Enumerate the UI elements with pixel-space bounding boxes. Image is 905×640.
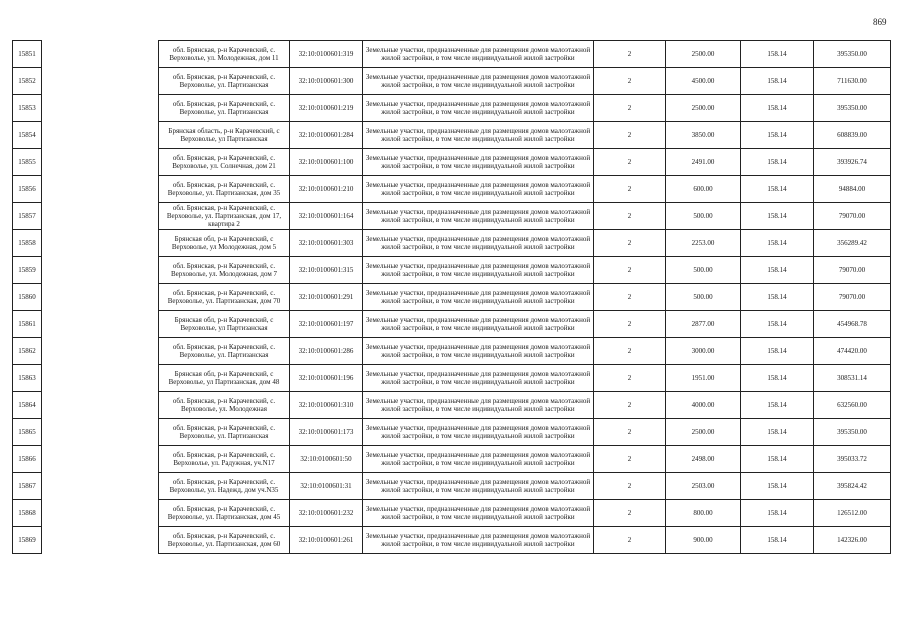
table-row xyxy=(13,338,891,365)
cadastral-number-cell: 32:10:0100601:197 xyxy=(290,311,363,338)
address-cell: Брянская обл, р-н Карачевский, с Верховолье, ул Партизанская, дом 48 xyxy=(159,365,290,392)
record-number-cell: 15855 xyxy=(13,149,42,176)
cadastral-value-cell: 395350.00 xyxy=(814,41,891,68)
address-cell: Брянская обл, р-н Карачевский, с Верховолье, ул Молодежная, дом 5 xyxy=(159,230,290,257)
table-row xyxy=(13,149,891,176)
record-number-cell: 15852 xyxy=(13,68,42,95)
record-number-cell: 15853 xyxy=(13,95,42,122)
table-row xyxy=(13,284,891,311)
blank-gap-cell xyxy=(42,95,159,122)
cadastral-number-cell: 32:10:0100601:284 xyxy=(290,122,363,149)
category-code-cell: 2 xyxy=(594,392,666,419)
cadastral-value-cell: 393926.74 xyxy=(814,149,891,176)
address-cell: обл. Брянская, р-н Карачевский, с. Верховолье, ул. Надежд, дом уч.N35 xyxy=(159,473,290,500)
blank-gap-cell xyxy=(42,338,159,365)
area-cell: 2503.00 xyxy=(666,473,741,500)
address-cell: обл. Брянская, р-н Карачевский, с. Верховолье, ул. Молодежная, дом 11 xyxy=(159,41,290,68)
category-code-cell: 2 xyxy=(594,284,666,311)
specific-value-cell: 158.14 xyxy=(741,311,814,338)
cadastral-value-cell: 79070.00 xyxy=(814,203,891,230)
blank-gap-cell xyxy=(42,311,159,338)
table-row xyxy=(13,257,891,284)
area-cell: 2498.00 xyxy=(666,446,741,473)
category-code-cell: 2 xyxy=(594,122,666,149)
specific-value-cell: 158.14 xyxy=(741,68,814,95)
specific-value-cell: 158.14 xyxy=(741,203,814,230)
land-use-description-cell: Земельные участки, предназначенные для размещения домов малоэтажной жилой застройки, в том числе индивидуальной жилой застройки xyxy=(363,392,594,419)
record-number-cell: 15865 xyxy=(13,419,42,446)
category-code-cell: 2 xyxy=(594,527,666,554)
table-row xyxy=(13,500,891,527)
table-row xyxy=(13,392,891,419)
record-number-cell: 15856 xyxy=(13,176,42,203)
blank-gap-cell xyxy=(42,419,159,446)
cadastral-value-cell: 79070.00 xyxy=(814,284,891,311)
cadastral-value-cell: 711630.00 xyxy=(814,68,891,95)
cadastral-value-cell: 308531.14 xyxy=(814,365,891,392)
area-cell: 500.00 xyxy=(666,203,741,230)
land-use-description-cell: Земельные участки, предназначенные для размещения домов малоэтажной жилой застройки, в том числе индивидуальной жилой застройки xyxy=(363,527,594,554)
address-cell: обл. Брянская, р-н Карачевский, с. Верховолье, ул. Партизанская, дом 45 xyxy=(159,500,290,527)
specific-value-cell: 158.14 xyxy=(741,527,814,554)
cadastral-number-cell: 32:10:0100601:319 xyxy=(290,41,363,68)
specific-value-cell: 158.14 xyxy=(741,446,814,473)
cadastral-number-cell: 32:10:0100601:310 xyxy=(290,392,363,419)
land-use-description-cell: Земельные участки, предназначенные для размещения домов малоэтажной жилой застройки, в том числе индивидуальной жилой застройки xyxy=(363,149,594,176)
specific-value-cell: 158.14 xyxy=(741,365,814,392)
land-use-description-cell: Земельные участки, предназначенные для размещения домов малоэтажной жилой застройки, в том числе индивидуальной жилой застройки xyxy=(363,338,594,365)
land-use-description-cell: Земельные участки, предназначенные для размещения домов малоэтажной жилой застройки, в том числе индивидуальной жилой застройки xyxy=(363,122,594,149)
blank-gap-cell xyxy=(42,257,159,284)
table-row xyxy=(13,446,891,473)
cadastral-value-cell: 474420.00 xyxy=(814,338,891,365)
cadastral-number-cell: 32:10:0100601:232 xyxy=(290,500,363,527)
table-row xyxy=(13,230,891,257)
specific-value-cell: 158.14 xyxy=(741,392,814,419)
record-number-cell: 15862 xyxy=(13,338,42,365)
category-code-cell: 2 xyxy=(594,419,666,446)
land-use-description-cell: Земельные участки, предназначенные для размещения домов малоэтажной жилой застройки, в том числе индивидуальной жилой застройки xyxy=(363,41,594,68)
blank-gap-cell xyxy=(42,527,159,554)
page-number: 869 xyxy=(873,17,887,27)
cadastral-number-cell: 32:10:0100601:261 xyxy=(290,527,363,554)
address-cell: обл. Брянская, р-н Карачевский, с. Верховолье, ул. Молодежная xyxy=(159,392,290,419)
address-cell: обл. Брянская, р-н Карачевский, с. Верховолье, ул. Радужная, уч.N17 xyxy=(159,446,290,473)
cadastral-value-cell: 94884.00 xyxy=(814,176,891,203)
specific-value-cell: 158.14 xyxy=(741,122,814,149)
area-cell: 2500.00 xyxy=(666,41,741,68)
table-row xyxy=(13,311,891,338)
blank-gap-cell xyxy=(42,500,159,527)
specific-value-cell: 158.14 xyxy=(741,41,814,68)
cadastral-value-cell: 454968.78 xyxy=(814,311,891,338)
specific-value-cell: 158.14 xyxy=(741,257,814,284)
cadastral-number-cell: 32:10:0100601:164 xyxy=(290,203,363,230)
address-cell: обл. Брянская, р-н Карачевский, с. Верховолье, ул. Партизанская, дом 60 xyxy=(159,527,290,554)
area-cell: 500.00 xyxy=(666,257,741,284)
area-cell: 3000.00 xyxy=(666,338,741,365)
address-cell: обл. Брянская, р-н Карачевский, с. Верховолье, ул. Партизанская xyxy=(159,68,290,95)
cadastral-value-cell: 608839.00 xyxy=(814,122,891,149)
record-number-cell: 15861 xyxy=(13,311,42,338)
area-cell: 2877.00 xyxy=(666,311,741,338)
land-use-description-cell: Земельные участки, предназначенные для размещения домов малоэтажной жилой застройки, в том числе индивидуальной жилой застройки xyxy=(363,500,594,527)
land-use-description-cell: Земельные участки, предназначенные для размещения домов малоэтажной жилой застройки, в том числе индивидуальной жилой застройки xyxy=(363,311,594,338)
category-code-cell: 2 xyxy=(594,230,666,257)
table-row xyxy=(13,122,891,149)
area-cell: 2491.00 xyxy=(666,149,741,176)
cadastral-value-cell: 395824.42 xyxy=(814,473,891,500)
address-cell: обл. Брянская, р-н Карачевский, с. Верховолье, ул. Партизанская, дом 35 xyxy=(159,176,290,203)
record-number-cell: 15860 xyxy=(13,284,42,311)
registry-table-body xyxy=(13,41,891,554)
land-use-description-cell: Земельные участки, предназначенные для размещения домов малоэтажной жилой застройки, в том числе индивидуальной жилой застройки xyxy=(363,230,594,257)
address-cell: обл. Брянская, р-н Карачевский, с. Верховолье, ул. Солнечная, дом 21 xyxy=(159,149,290,176)
area-cell: 500.00 xyxy=(666,284,741,311)
area-cell: 4500.00 xyxy=(666,68,741,95)
cadastral-number-cell: 32:10:0100601:286 xyxy=(290,338,363,365)
blank-gap-cell xyxy=(42,68,159,95)
area-cell: 800.00 xyxy=(666,500,741,527)
blank-gap-cell xyxy=(42,392,159,419)
table-row xyxy=(13,419,891,446)
specific-value-cell: 158.14 xyxy=(741,149,814,176)
category-code-cell: 2 xyxy=(594,95,666,122)
blank-gap-cell xyxy=(42,446,159,473)
area-cell: 2500.00 xyxy=(666,419,741,446)
blank-gap-cell xyxy=(42,149,159,176)
category-code-cell: 2 xyxy=(594,473,666,500)
category-code-cell: 2 xyxy=(594,149,666,176)
record-number-cell: 15869 xyxy=(13,527,42,554)
category-code-cell: 2 xyxy=(594,500,666,527)
record-number-cell: 15867 xyxy=(13,473,42,500)
category-code-cell: 2 xyxy=(594,176,666,203)
cadastral-value-cell: 79070.00 xyxy=(814,257,891,284)
land-plot-registry-table xyxy=(12,40,891,554)
blank-gap-cell xyxy=(42,122,159,149)
land-use-description-cell: Земельные участки, предназначенные для размещения домов малоэтажной жилой застройки, в том числе индивидуальной жилой застройки xyxy=(363,365,594,392)
address-cell: обл. Брянская, р-н Карачевский, с. Верховолье, ул. Партизанская, дом 17, квартира 2 xyxy=(159,203,290,230)
category-code-cell: 2 xyxy=(594,68,666,95)
area-cell: 2500.00 xyxy=(666,95,741,122)
land-use-description-cell: Земельные участки, предназначенные для размещения домов малоэтажной жилой застройки, в том числе индивидуальной жилой застройки xyxy=(363,176,594,203)
blank-gap-cell xyxy=(42,203,159,230)
land-use-description-cell: Земельные участки, предназначенные для размещения домов малоэтажной жилой застройки, в том числе индивидуальной жилой застройки xyxy=(363,95,594,122)
cadastral-number-cell: 32:10:0100601:315 xyxy=(290,257,363,284)
specific-value-cell: 158.14 xyxy=(741,95,814,122)
record-number-cell: 15854 xyxy=(13,122,42,149)
specific-value-cell: 158.14 xyxy=(741,419,814,446)
record-number-cell: 15857 xyxy=(13,203,42,230)
land-use-description-cell: Земельные участки, предназначенные для размещения домов малоэтажной жилой застройки, в том числе индивидуальной жилой застройки xyxy=(363,257,594,284)
area-cell: 3850.00 xyxy=(666,122,741,149)
specific-value-cell: 158.14 xyxy=(741,338,814,365)
cadastral-value-cell: 126512.00 xyxy=(814,500,891,527)
cadastral-value-cell: 142326.00 xyxy=(814,527,891,554)
category-code-cell: 2 xyxy=(594,338,666,365)
cadastral-value-cell: 395350.00 xyxy=(814,419,891,446)
specific-value-cell: 158.14 xyxy=(741,500,814,527)
cadastral-value-cell: 395033.72 xyxy=(814,446,891,473)
land-use-description-cell: Земельные участки, предназначенные для размещения домов малоэтажной жилой застройки, в том числе индивидуальной жилой застройки xyxy=(363,203,594,230)
record-number-cell: 15866 xyxy=(13,446,42,473)
area-cell: 1951.00 xyxy=(666,365,741,392)
address-cell: обл. Брянская, р-н Карачевский, с. Верховолье, ул. Партизанская xyxy=(159,338,290,365)
address-cell: Брянская область, р-н Карачевский, с Верховолье, ул Партизанская xyxy=(159,122,290,149)
cadastral-value-cell: 356289.42 xyxy=(814,230,891,257)
address-cell: обл. Брянская, р-н Карачевский, с. Верховолье, ул. Партизанская, дом 70 xyxy=(159,284,290,311)
area-cell: 2253.00 xyxy=(666,230,741,257)
blank-gap-cell xyxy=(42,365,159,392)
cadastral-number-cell: 32:10:0100601:196 xyxy=(290,365,363,392)
cadastral-number-cell: 32:10:0100601:50 xyxy=(290,446,363,473)
cadastral-number-cell: 32:10:0100601:303 xyxy=(290,230,363,257)
cadastral-value-cell: 395350.00 xyxy=(814,95,891,122)
cadastral-value-cell: 632560.00 xyxy=(814,392,891,419)
category-code-cell: 2 xyxy=(594,311,666,338)
record-number-cell: 15868 xyxy=(13,500,42,527)
cadastral-number-cell: 32:10:0100601:219 xyxy=(290,95,363,122)
specific-value-cell: 158.14 xyxy=(741,230,814,257)
blank-gap-cell xyxy=(42,176,159,203)
area-cell: 4000.00 xyxy=(666,392,741,419)
table-row xyxy=(13,203,891,230)
table-row xyxy=(13,527,891,554)
table-row xyxy=(13,365,891,392)
cadastral-number-cell: 32:10:0100601:291 xyxy=(290,284,363,311)
blank-gap-cell xyxy=(42,473,159,500)
specific-value-cell: 158.14 xyxy=(741,473,814,500)
table-row xyxy=(13,95,891,122)
record-number-cell: 15858 xyxy=(13,230,42,257)
specific-value-cell: 158.14 xyxy=(741,284,814,311)
land-use-description-cell: Земельные участки, предназначенные для размещения домов малоэтажной жилой застройки, в том числе индивидуальной жилой застройки xyxy=(363,419,594,446)
record-number-cell: 15851 xyxy=(13,41,42,68)
land-use-description-cell: Земельные участки, предназначенные для размещения домов малоэтажной жилой застройки, в том числе индивидуальной жилой застройки xyxy=(363,284,594,311)
land-use-description-cell: Земельные участки, предназначенные для размещения домов малоэтажной жилой застройки, в том числе индивидуальной жилой застройки xyxy=(363,446,594,473)
cadastral-number-cell: 32:10:0100601:31 xyxy=(290,473,363,500)
cadastral-number-cell: 32:10:0100601:173 xyxy=(290,419,363,446)
table-row xyxy=(13,176,891,203)
address-cell: Брянская обл, р-н Карачевский, с Верховолье, ул Партизанская xyxy=(159,311,290,338)
land-use-description-cell: Земельные участки, предназначенные для размещения домов малоэтажной жилой застройки, в том числе индивидуальной жилой застройки xyxy=(363,473,594,500)
specific-value-cell: 158.14 xyxy=(741,176,814,203)
blank-gap-cell xyxy=(42,230,159,257)
address-cell: обл. Брянская, р-н Карачевский, с. Верховолье, ул. Партизанская xyxy=(159,419,290,446)
record-number-cell: 15863 xyxy=(13,365,42,392)
category-code-cell: 2 xyxy=(594,257,666,284)
table-row xyxy=(13,41,891,68)
blank-gap-cell xyxy=(42,41,159,68)
cadastral-number-cell: 32:10:0100601:210 xyxy=(290,176,363,203)
record-number-cell: 15859 xyxy=(13,257,42,284)
area-cell: 900.00 xyxy=(666,527,741,554)
category-code-cell: 2 xyxy=(594,446,666,473)
table-row xyxy=(13,68,891,95)
category-code-cell: 2 xyxy=(594,365,666,392)
area-cell: 600.00 xyxy=(666,176,741,203)
land-use-description-cell: Земельные участки, предназначенные для размещения домов малоэтажной жилой застройки, в том числе индивидуальной жилой застройки xyxy=(363,68,594,95)
address-cell: обл. Брянская, р-н Карачевский, с. Верховолье, ул. Партизанская xyxy=(159,95,290,122)
blank-gap-cell xyxy=(42,284,159,311)
record-number-cell: 15864 xyxy=(13,392,42,419)
table-row xyxy=(13,473,891,500)
cadastral-number-cell: 32:10:0100601:100 xyxy=(290,149,363,176)
category-code-cell: 2 xyxy=(594,41,666,68)
address-cell: обл. Брянская, р-н Карачевский, с. Верховолье, ул. Молодежная, дом 7 xyxy=(159,257,290,284)
category-code-cell: 2 xyxy=(594,203,666,230)
cadastral-number-cell: 32:10:0100601:300 xyxy=(290,68,363,95)
